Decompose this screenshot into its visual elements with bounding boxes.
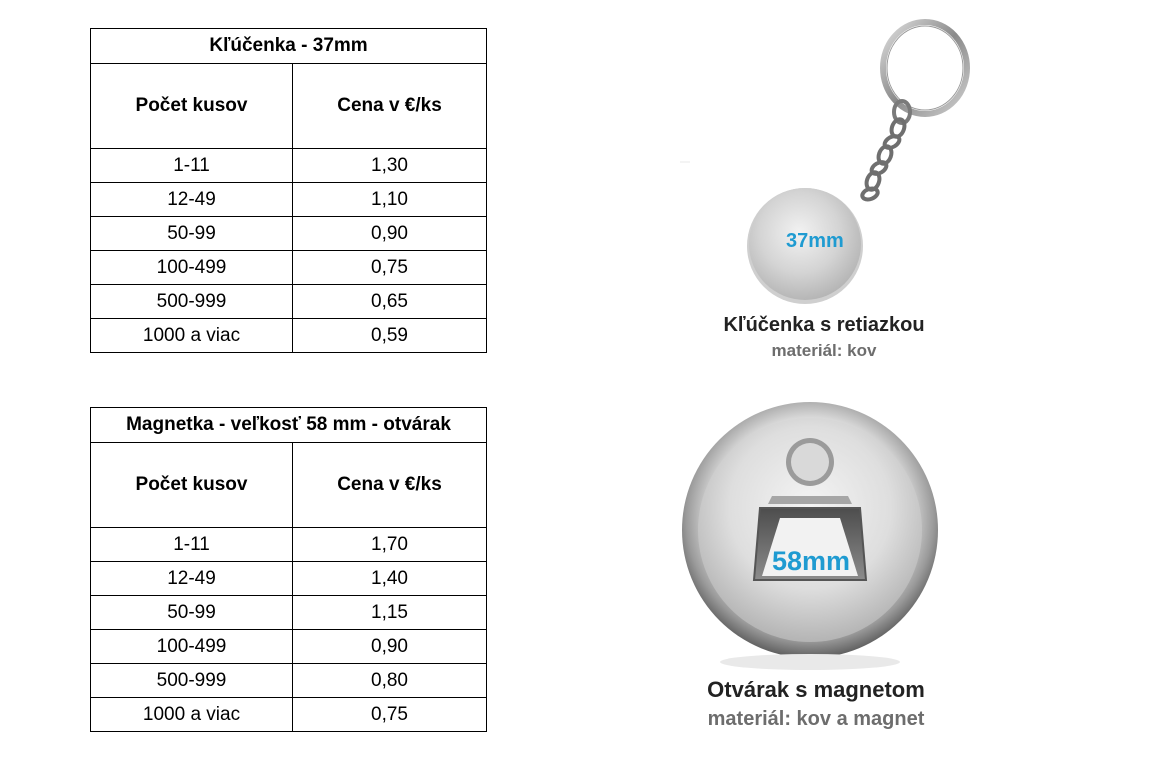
table-title: Magnetka - veľkosť 58 mm - otvárak: [91, 408, 487, 443]
quantity-cell: 1-11: [91, 528, 293, 562]
table-row: [91, 285, 487, 319]
price-cell: 1,10: [293, 183, 487, 217]
price-cell: 1,70: [293, 528, 487, 562]
price-cell: 0,80: [293, 664, 487, 698]
price-cell: 0,75: [293, 251, 487, 285]
table-row: [91, 149, 487, 183]
quantity-cell: 500-999: [91, 664, 293, 698]
table-row: [91, 664, 487, 698]
price-cell: 1,15: [293, 596, 487, 630]
column-header-quantity: Počet kusov: [91, 443, 293, 528]
table-row: [91, 528, 487, 562]
quantity-cell: 500-999: [91, 285, 293, 319]
quantity-cell: 1000 a viac: [91, 698, 293, 732]
keychain-size-label: 37mm: [786, 230, 844, 252]
magnet-price-table: [90, 407, 487, 732]
quantity-cell: 100-499: [91, 251, 293, 285]
table-row: [91, 217, 487, 251]
table-row: [91, 630, 487, 664]
table-title-row: [91, 29, 487, 64]
table-row: [91, 596, 487, 630]
quantity-cell: 12-49: [91, 562, 293, 596]
price-cell: 0,90: [293, 630, 487, 664]
table-title: Kľúčenka - 37mm: [91, 29, 487, 64]
quantity-cell: 12-49: [91, 183, 293, 217]
column-header-price: Cena v €/ks: [293, 64, 487, 149]
keychain-product: [680, 0, 1020, 390]
table-row: [91, 251, 487, 285]
table-row: [91, 183, 487, 217]
price-cell: 0,90: [293, 217, 487, 251]
magnet-caption: Otvárak s magnetom: [707, 677, 925, 702]
price-cell: 1,30: [293, 149, 487, 183]
table-row: [91, 319, 487, 353]
quantity-cell: 1-11: [91, 149, 293, 183]
quantity-cell: 100-499: [91, 630, 293, 664]
price-cell: 1,40: [293, 562, 487, 596]
keychain-caption: Kľúčenka s retiazkou: [723, 314, 925, 336]
magnet-material: materiál: kov a magnet: [707, 708, 925, 730]
price-cell: 0,59: [293, 319, 487, 353]
table-row: [91, 698, 487, 732]
magnet-opener-product: [680, 400, 970, 740]
quantity-cell: 50-99: [91, 596, 293, 630]
quantity-cell: 50-99: [91, 217, 293, 251]
keychain-material: materiál: kov: [771, 341, 877, 360]
table-row: [91, 562, 487, 596]
column-header-price: Cena v €/ks: [293, 443, 487, 528]
table-header-row: [91, 443, 487, 528]
table-title-row: [91, 408, 487, 443]
price-cell: 0,65: [293, 285, 487, 319]
table-header-row: [91, 64, 487, 149]
keychain-price-table: [90, 28, 487, 353]
magnet-size-label: 58mm: [772, 546, 851, 576]
quantity-cell: 1000 a viac: [91, 319, 293, 353]
column-header-quantity: Počet kusov: [91, 64, 293, 149]
price-cell: 0,75: [293, 698, 487, 732]
